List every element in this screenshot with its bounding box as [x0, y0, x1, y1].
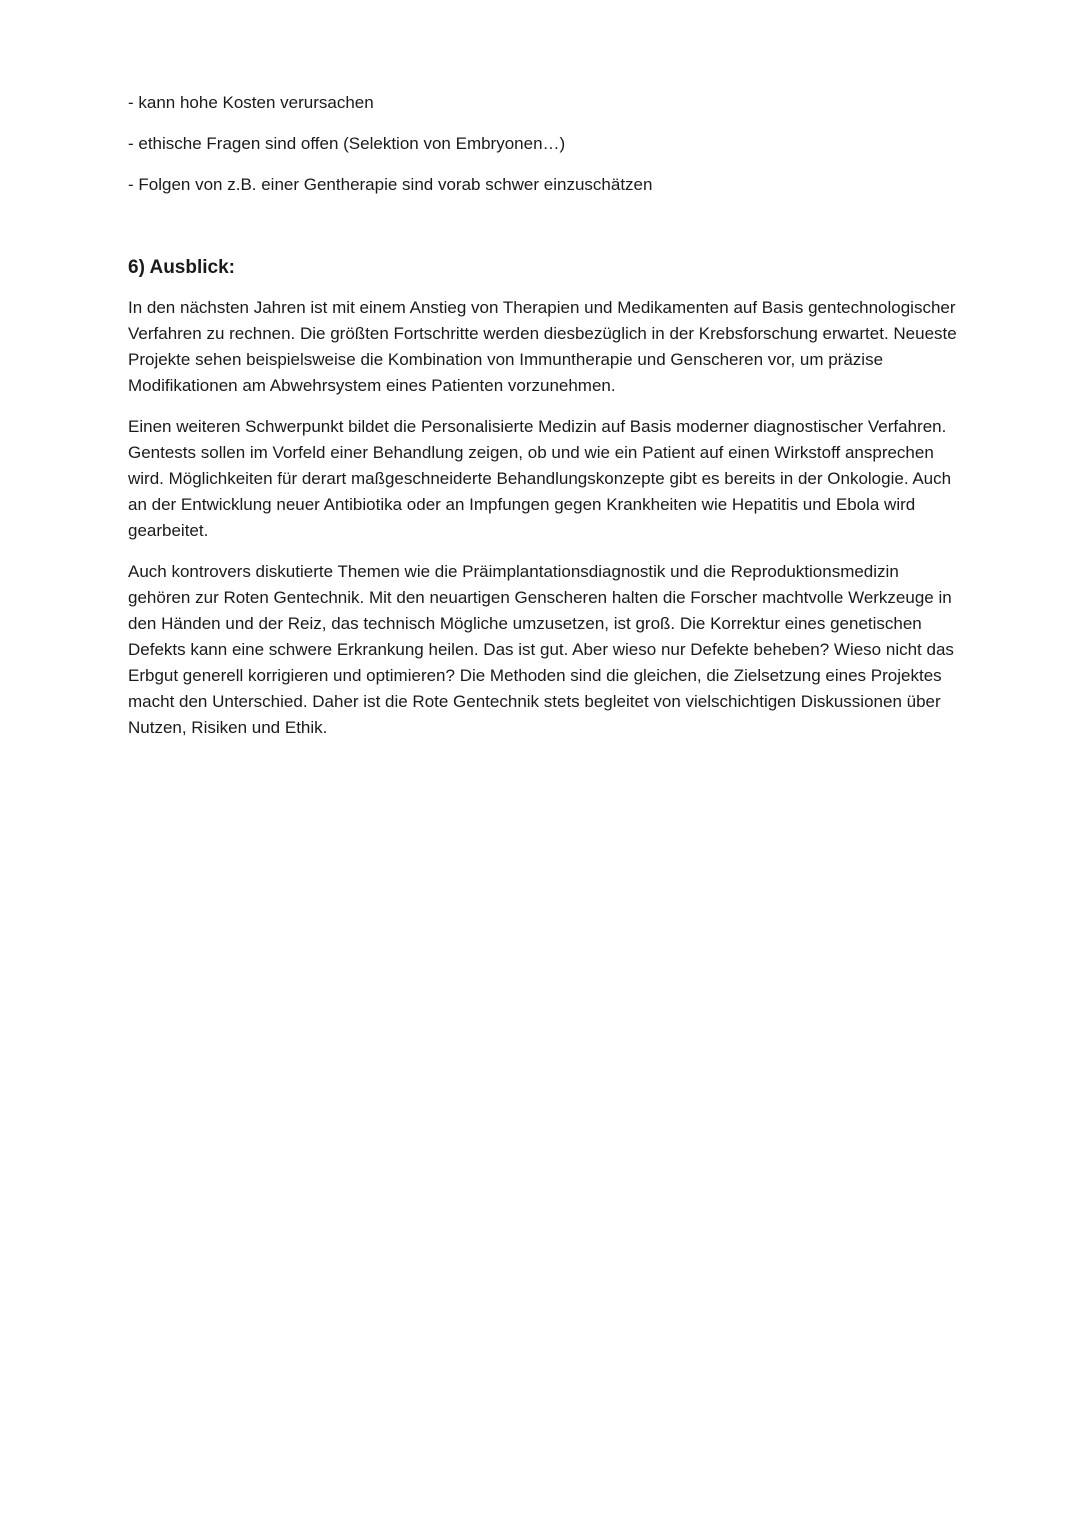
paragraph-controversy: Auch kontrovers diskutierte Themen wie die Präimplantationsdiagnostik und die Reproduktionsmedizin gehören zur Roten Gentechnik. Mit den neuartigen Genscheren halten die Forscher machtvolle Werkzeuge in den Händen und der Reiz, das technisch Mögliche umzusetzen, ist groß. Die Korrektur eines genetischen Defekts kann eine schwere Erkrankung heilen. Das ist gut. Aber wieso nur Defekte beheben? Wieso nicht das Erbgut generell korrigieren und optimieren? Die Methoden sind die gleichen, die Zielsetzung eines Projektes macht den Unterschied. Daher ist die Rote Gentechnik stets begleitet von vielschichtigen Diskussionen über Nutzen, Risiken und Ethik. [128, 562, 954, 737]
paragraph-personalized-medicine: Einen weiteren Schwerpunkt bildet die Personalisierte Medizin auf Basis moderner diagnostischer Verfahren. Gentests sollen im Vorfeld einer Behandlung zeigen, ob und wie ein Patient auf einen Wirkstoff ansprechen wird. Möglichkeiten für derart maßgeschneiderte Behandlungskonzepte gibt es bereits in der Onkologie. Auch an der Entwicklung neuer Antibiotika oder an Impfungen gegen Krankheiten wie Hepatitis und Ebola wird gearbeitet. [128, 417, 952, 540]
list-item-ethics: - ethische Fragen sind offen (Selektion von Embryonen…) [128, 134, 566, 153]
section-heading-ausblick: 6) Ausblick: [128, 257, 235, 278]
document-page [128, 90, 958, 756]
list-item-consequences: - Folgen von z.B. einer Gentherapie sind vorab schwer einzuschätzen [128, 175, 653, 194]
paragraph-therapies: In den nächsten Jahren ist mit einem Anstieg von Therapien und Medikamenten auf Basis gentechnologischer Verfahren zu rechnen. Die größten Fortschritte werden diesbezüglich in der Krebsforschung erwartet. Neueste Projekte sehen beispielsweise die Kombination von Immuntherapie und Genscheren vor, um präzise Modifikationen am Abwehrsystem eines Patienten vorzunehmen. [128, 298, 957, 395]
list-item-cost: - kann hohe Kosten verursachen [128, 93, 374, 112]
